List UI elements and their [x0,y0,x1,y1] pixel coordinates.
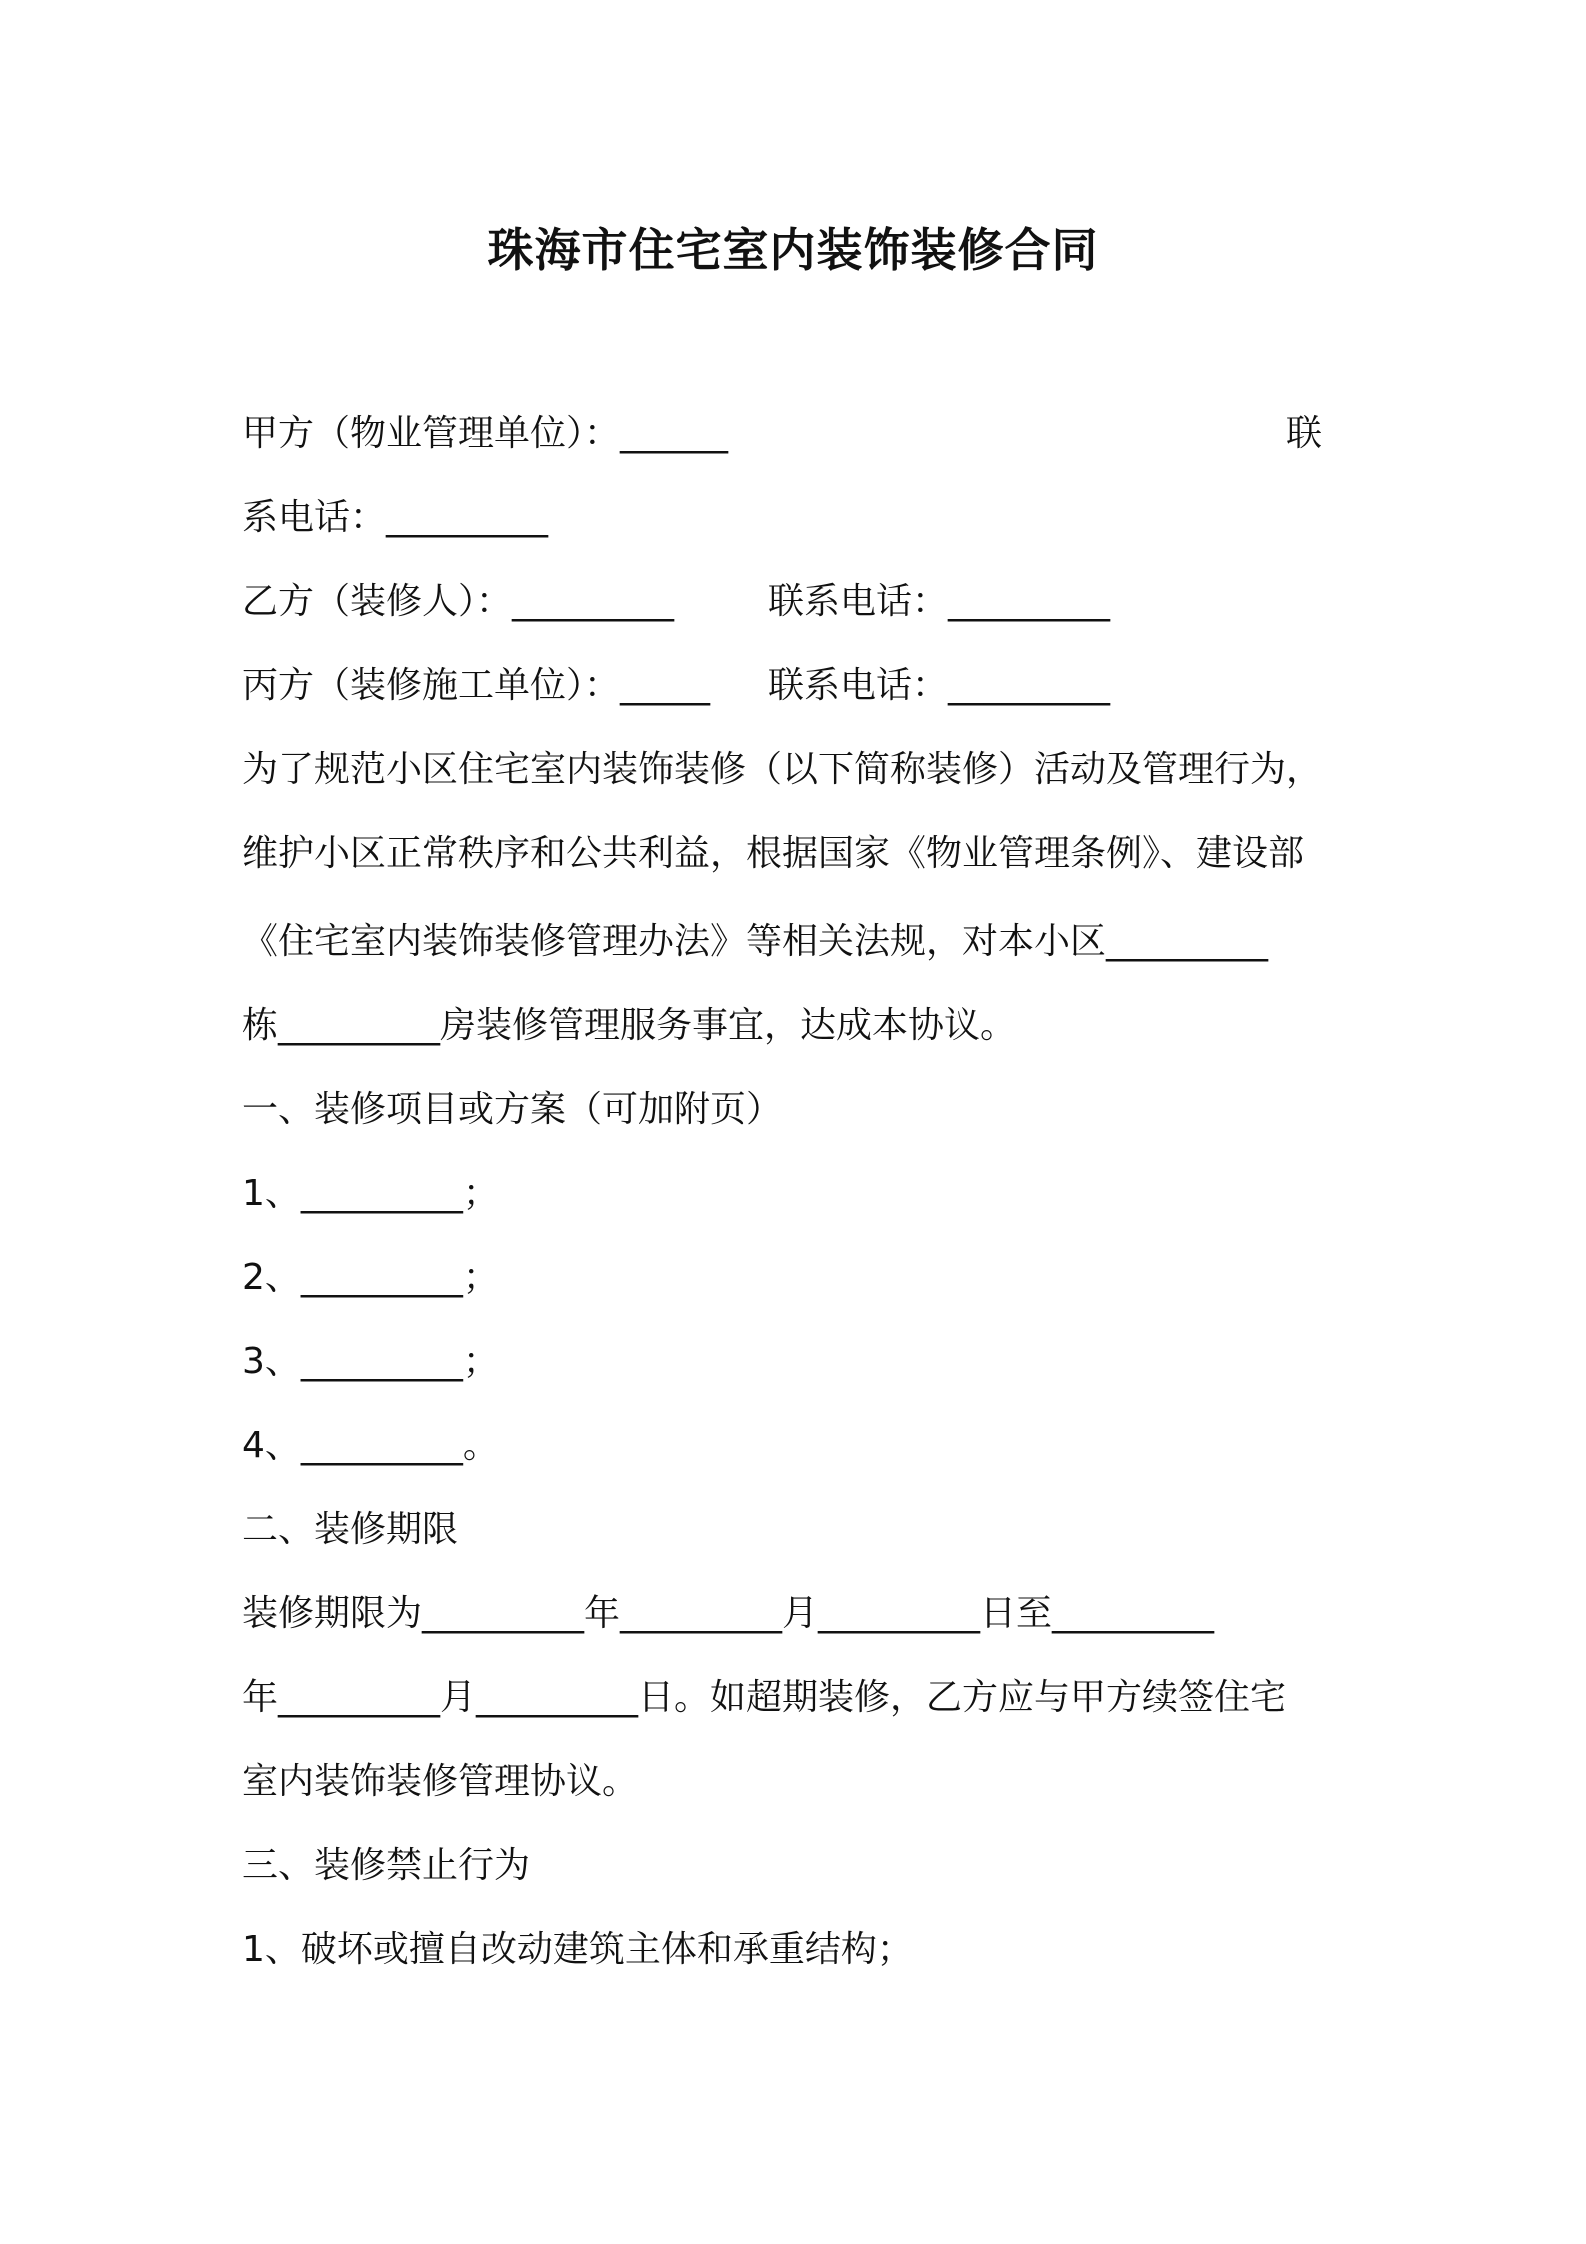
section3-item-1: 1、破坏或擅自改动建筑主体和承重结构； [242,1929,913,1970]
party-c-line: 丙方（装修施工单位）：_____ [242,665,711,706]
party-a-contact-start: 联 [1286,413,1323,454]
section2-line-3: 室内装饰装修管理协议。 [242,1761,639,1802]
section1-item-3: 3、_________； [242,1341,499,1382]
intro-line-4: 栋_________房装修管理服务事宜，达成本协议。 [242,1005,1017,1046]
party-c-contact: 联系电话：_________ [768,665,1111,706]
section1-item-4: 4、_________。 [242,1425,499,1466]
intro-line-2: 维护小区正常秩序和公共利益，根据国家《物业管理条例》、建设部 [242,833,1305,874]
section3-heading: 三、装修禁止行为 [242,1845,531,1886]
section1-item-2: 2、_________； [242,1257,499,1298]
section2-heading: 二、装修期限 [242,1509,459,1550]
party-a-contact-phone: 系电话：_________ [242,497,549,538]
party-a-line: 甲方（物业管理单位）：______ [242,413,729,454]
section2-line-1: 装修期限为_________年_________月_________日至_________ [242,1593,1215,1634]
party-b-line: 乙方（装修人）：_________ [242,581,675,622]
section1-heading: 一、装修项目或方案（可加附页） [242,1089,783,1130]
party-b-contact: 联系电话：_________ [768,581,1111,622]
intro-line-1: 为了规范小区住宅室内装饰装修（以下简称装修）活动及管理行为， [242,749,1323,790]
intro-line-3: 《住宅室内装饰装修管理办法》等相关法规，对本小区_________ [242,921,1269,962]
section1-item-1: 1、_________； [242,1173,499,1214]
document-title: 珠海市住宅室内装饰装修合同 [487,223,1099,277]
section2-line-2: 年_________月_________日。如超期装修，乙方应与甲方续签住宅 [242,1677,1287,1718]
